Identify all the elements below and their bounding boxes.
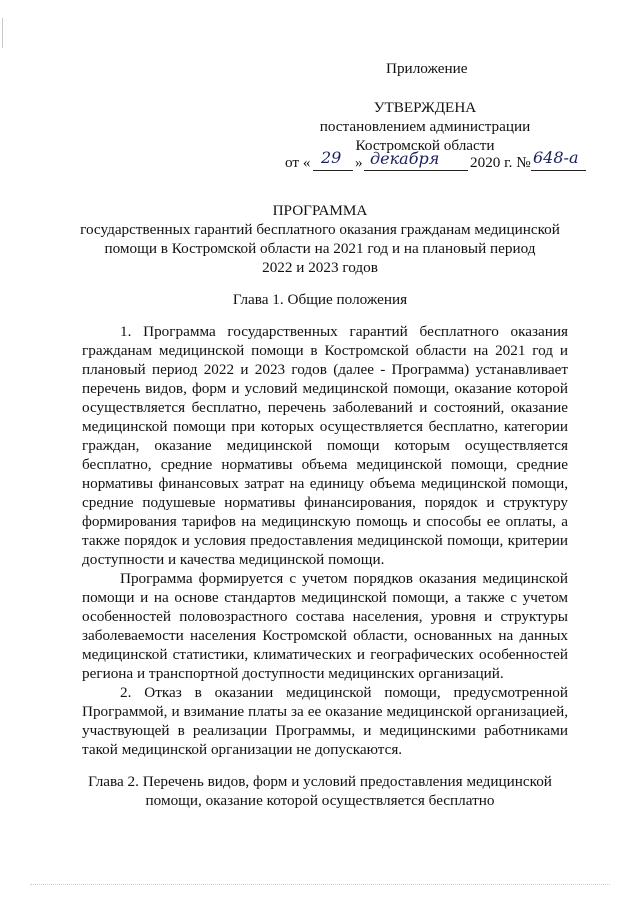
- para3-line-2: Программой, и взимание платы за ее оказание медицинской организацией,: [82, 703, 568, 720]
- program-title: ПРОГРАММА: [272, 202, 368, 219]
- para1-line-3: плановый период 2022 и 2023 годов (далее - Программа) устанавливает: [82, 361, 568, 378]
- handwritten-month: декабря: [370, 149, 440, 168]
- chapter-2-heading-2: помощи, оказание которой осуществляется бесплатно: [145, 792, 495, 809]
- para1-line-6: медицинской помощи при которых осуществляется бесплатно, категории: [82, 418, 568, 435]
- para1-line-11: формирования тарифов на медицинскую помощь и способы ее оплаты, а: [82, 513, 568, 530]
- program-subtitle-1: государственных гарантий бесплатного оказания гражданам медицинской: [80, 221, 560, 238]
- date-prefix: от «: [285, 154, 311, 171]
- para1-line-1: 1. Программа государственных гарантий бесплатного оказания: [120, 323, 568, 340]
- para1-line-9: нормативы финансовых затрат на единицу объема медицинской помощи,: [82, 475, 568, 492]
- para1-line-10: средние подушевые нормативы финансирования, порядок и структуру: [82, 494, 568, 511]
- approval-title: УТВЕРЖДЕНА: [373, 99, 477, 116]
- handwritten-number: 648-а: [533, 148, 579, 167]
- approval-line-1: постановлением администрации: [319, 118, 531, 135]
- para2-line-3: особенностей половозрастного состава населения, уровня и структуры: [82, 608, 568, 625]
- day-underline: [313, 170, 353, 171]
- para2-line-4: заболеваемости населения Костромской области, основанных на данных: [82, 627, 568, 644]
- date-year-number: 2020 г. №: [470, 154, 531, 171]
- date-day-close: »: [355, 154, 363, 171]
- para1-line-4: перечень видов, форм и условий медицинской помощи, оказание которой: [82, 380, 568, 397]
- para2-line-2: помощи и на основе стандартов медицинской помощи, а также с учетом: [82, 589, 568, 606]
- para3-line-1: 2. Отказ в оказании медицинской помощи, предусмотренной: [120, 684, 568, 701]
- para3-line-4: такой медицинской организации не допускаются.: [82, 741, 403, 758]
- handwritten-day: 29: [321, 148, 342, 167]
- chapter-2-heading-1: Глава 2. Перечень видов, форм и условий предоставления медицинской: [88, 773, 552, 790]
- number-underline: [531, 170, 586, 171]
- program-subtitle-3: 2022 и 2023 годов: [262, 259, 378, 276]
- scan-edge-mark: [2, 18, 3, 48]
- para1-line-7: граждан, оказание медицинской помощи которым осуществляется: [82, 437, 568, 454]
- para2-line-6: региона и транспортной доступности медицинских организаций.: [82, 665, 504, 682]
- chapter-1-heading: Глава 1. Общие положения: [232, 291, 408, 308]
- para2-line-5: медицинской статистики, климатических и географических особенностей: [82, 646, 568, 663]
- scan-bottom-edge: [30, 884, 610, 885]
- para3-line-3: участвующей в реализации Программы, и медицинскими работниками: [82, 722, 568, 739]
- program-subtitle-2: помощи в Костромской области на 2021 год и на плановый период: [104, 240, 536, 257]
- approval-line-2: Костромской области: [355, 137, 495, 154]
- para1-line-2: гражданам медицинской помощи в Костромской области на 2021 год и: [82, 342, 568, 359]
- appendix-label: Приложение: [386, 60, 468, 77]
- para1-line-8: бесплатно, средние нормативы объема медицинской помощи, средние: [82, 456, 568, 473]
- para1-line-12: также порядок и условия предоставления медицинской помощи, критерии: [82, 532, 568, 549]
- para1-line-13: доступности и качества медицинской помощи.: [82, 551, 385, 568]
- para2-line-1: Программа формируется с учетом порядков оказания медицинской: [120, 570, 568, 587]
- para1-line-5: осуществляется бесплатно, перечень заболеваний и состояний, оказание: [82, 399, 568, 416]
- month-underline: [364, 170, 468, 171]
